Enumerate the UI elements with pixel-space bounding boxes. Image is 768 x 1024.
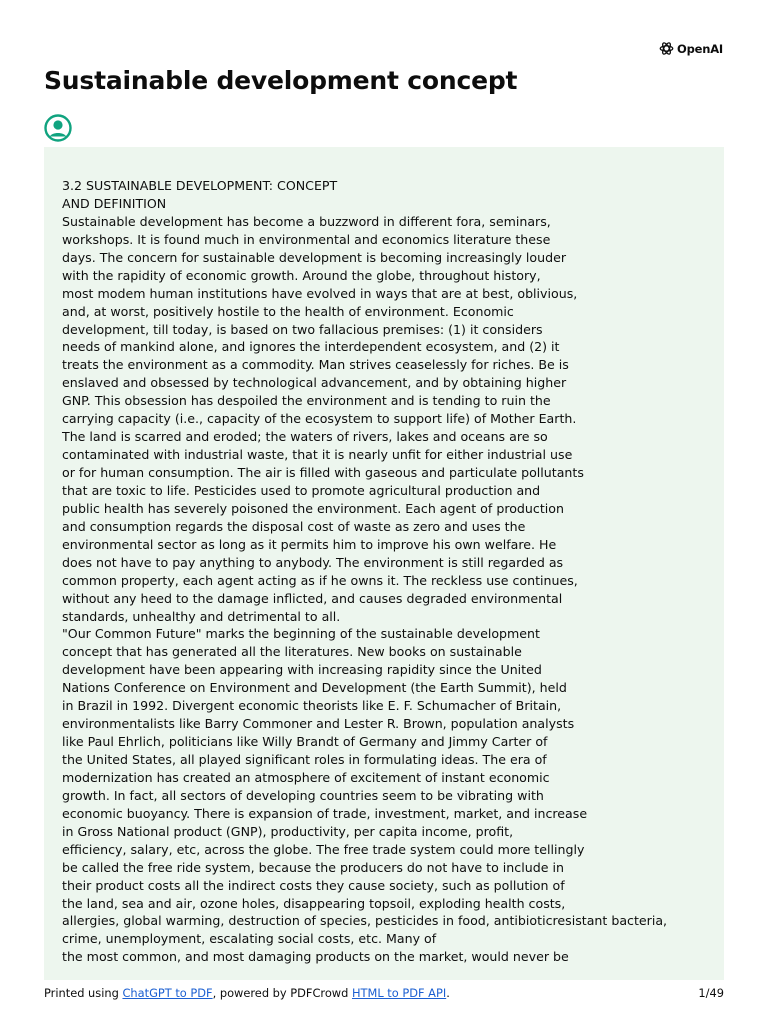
text-line: development have been appearing with increasing rapidity since the United bbox=[62, 662, 542, 678]
text-line: 3.2 SUSTAINABLE DEVELOPMENT: CONCEPT bbox=[62, 178, 338, 193]
text-line: like Paul Ehrlich, politicians like Willy Brandt of Germany and Jimmy Carter of bbox=[62, 734, 548, 750]
text-line: concept that has generated all the literatures. New books on sustainable bbox=[62, 644, 522, 660]
text-line: treats the environment as a commodity. Man strives ceaselessly for riches. Be is bbox=[62, 357, 569, 373]
text-line: most modem human institutions have evolved in ways that are at best, oblivious, bbox=[62, 285, 578, 301]
text-line: environmentalists like Barry Commoner and Lester R. Brown, population analysts bbox=[62, 716, 575, 732]
text-line: and consumption regards the disposal cost of waste as zero and uses the bbox=[62, 518, 526, 534]
text-line: standards, unhealthy and detrimental to all. bbox=[62, 608, 341, 624]
footer-credit bbox=[44, 986, 450, 1000]
text-line: or for human consumption. The air is filled with gaseous and particulate pollutants bbox=[62, 465, 584, 480]
footer-middle: , powered by PDFCrowd bbox=[212, 986, 352, 1000]
text-line: allergies, global warming, destruction of species, pesticides in food, antibioticresistant bacteria, bbox=[62, 913, 668, 929]
chatgpt-to-pdf-link[interactable]: ChatGPT to PDF bbox=[122, 986, 213, 1000]
text-line: and, at worst, positively hostile to the health of environment. Economic bbox=[62, 303, 514, 319]
text-line: does not have to pay anything to anybody. The environment is still regarded as bbox=[62, 554, 564, 570]
text-line: "Our Common Future" marks the beginning of the sustainable development bbox=[62, 626, 540, 642]
text-line: modernization has created an atmosphere of excitement of instant economic bbox=[62, 769, 550, 785]
text-line: the United States, all played significant roles in formulating ideas. The era of bbox=[62, 752, 547, 767]
text-line: with the rapidity of economic growth. Around the globe, throughout history, bbox=[62, 267, 541, 283]
text-line: contaminated with industrial waste, that it is nearly unfit for either industrial use bbox=[62, 447, 573, 463]
text-line: workshops. It is found much in environmental and economics literature these bbox=[62, 231, 551, 247]
page-indicator: 1/49 bbox=[698, 986, 724, 1000]
text-line: efficiency, salary, etc, across the globe. The free trade system could more tellingly bbox=[62, 841, 585, 857]
footer-prefix: Printed using bbox=[44, 986, 123, 1000]
text-line: in Gross National product (GNP), productivity, per capita income, profit, bbox=[62, 823, 514, 839]
text-line: common property, each agent acting as if he owns it. The reckless use continues, bbox=[62, 572, 578, 588]
text-line: that are toxic to life. Pesticides used to promote agricultural production and bbox=[62, 482, 541, 498]
text-line: AND DEFINITION bbox=[62, 195, 167, 211]
text-line: public health has severely poisoned the environment. Each agent of production bbox=[62, 500, 564, 516]
text-line: days. The concern for sustainable development is becoming increasingly louder bbox=[62, 249, 567, 265]
text-line: Sustainable development has become a buzzword in different fora, seminars, bbox=[62, 213, 551, 229]
text-line: crime, unemployment, escalating social costs, etc. Many of bbox=[62, 931, 437, 947]
text-line: growth. In fact, all sectors of developing countries seem to be vibrating with bbox=[62, 787, 544, 803]
text-line: development, till today, is based on two fallacious premises: (1) it considers bbox=[62, 321, 543, 337]
openai-logo-icon bbox=[659, 41, 674, 56]
page-footer bbox=[44, 986, 724, 1000]
text-line: environmental sector as long as it permits him to improve his own welfare. He bbox=[62, 536, 557, 552]
text-line: needs of mankind alone, and ignores the interdependent ecosystem, and (2) it bbox=[62, 339, 560, 355]
text-line: carrying capacity (i.e., capacity of the ecosystem to support life) of Mother Earth. bbox=[62, 411, 577, 427]
text-line: their product costs all the indirect costs they cause society, such as pollution of bbox=[62, 877, 565, 893]
text-line: GNP. This obsession has despoiled the environment and is tending to ruin the bbox=[62, 393, 551, 409]
message-panel bbox=[44, 147, 724, 980]
text-line: the land, sea and air, ozone holes, disappearing topsoil, exploding health costs, bbox=[62, 895, 566, 911]
page-title: Sustainable development concept bbox=[44, 66, 518, 95]
html-to-pdf-api-link[interactable]: HTML to PDF API bbox=[351, 986, 447, 1000]
text-line: be called the free ride system, because the producers do not have to include in bbox=[62, 859, 564, 875]
text-line: Nations Conference on Environment and Development (the Earth Summit), held bbox=[62, 680, 567, 696]
text-line: the most common, and most damaging products on the market, would never be bbox=[62, 949, 569, 965]
text-line: enslaved and obsessed by technological advancement, and by obtaining higher bbox=[62, 375, 567, 391]
text-line: without any heed to the damage inflicted, and causes degraded environmental bbox=[62, 590, 563, 606]
text-line: in Brazil in 1992. Divergent economic theorists like E. F. Schumacher of Britain, bbox=[62, 698, 562, 714]
text-line: economic buoyancy. There is expansion of trade, investment, market, and increase bbox=[62, 805, 588, 821]
brand-logo bbox=[659, 41, 723, 56]
user-avatar-icon bbox=[44, 114, 72, 142]
text-line: The land is scarred and eroded; the waters of rivers, lakes and oceans are so bbox=[62, 429, 548, 445]
brand-name: OpenAI bbox=[677, 41, 723, 56]
message-content bbox=[62, 177, 720, 966]
footer-suffix: . bbox=[446, 986, 450, 1000]
